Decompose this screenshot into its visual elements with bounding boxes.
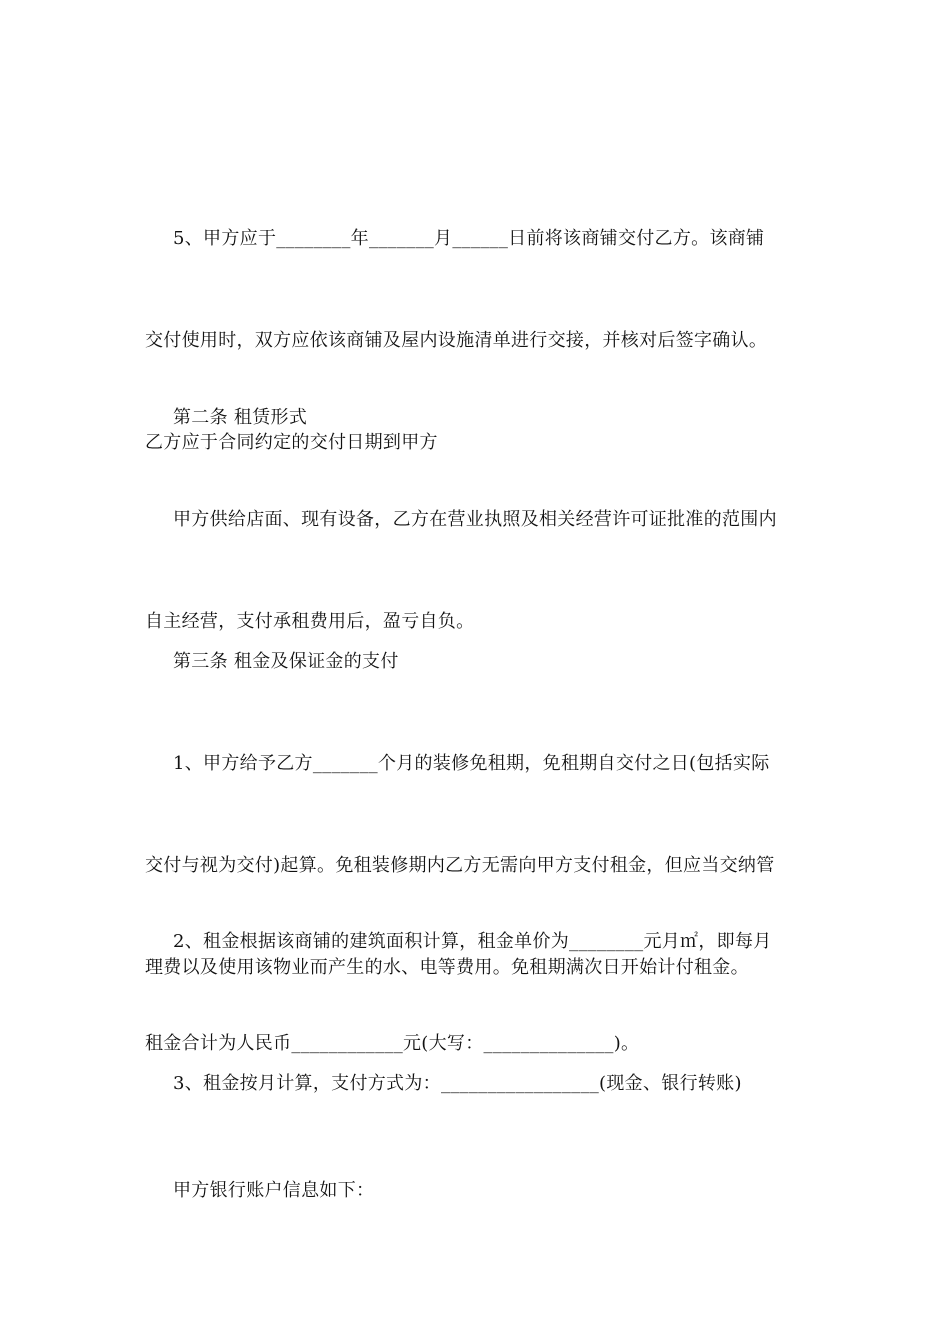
text-line: 租金合计为人民币____________元(大写：______________)。 (145, 1033, 640, 1054)
text-line: 甲方银行账户信息如下： (173, 1180, 375, 1201)
text-line: 3、租金按月计算，支付方式为：_________________(现金、银行转账) (173, 1073, 742, 1094)
text-line: 交付与视为交付)起算。免租装修期内乙方无需向甲方支付租金，但应当交纳管 (145, 855, 775, 876)
text-line: 5、甲方应于________年_______月______日前将该商铺交付乙方。该商铺 (173, 228, 765, 249)
text-line: 自主经营，支付承租费用后，盈亏自负。 (145, 611, 475, 632)
text-line: 1、甲方给予乙方_______个月的装修免租期，免租期自交付之日(包括实际 (173, 753, 770, 774)
text-line: 乙方应于合同约定的交付日期到甲方 (145, 432, 438, 453)
text-line: 理费以及使用该物业而产生的水、电等费用。免租期满次日开始计付租金。 (145, 957, 749, 978)
text-line: 甲方供给店面、现有设备，乙方在营业执照及相关经营许可证批准的范围内 (173, 509, 777, 530)
text-line: 2、租金根据该商铺的建筑面积计算，租金单价为________元月㎡，即每月 (173, 931, 772, 952)
bank-info (145, 1106, 810, 1276)
text-line: 交付使用时，双方应依该商铺及屋内设施清单进行交接，并核对后签字确认。 (145, 330, 768, 351)
section-heading: 第二条 租赁形式 (173, 407, 308, 428)
section-heading: 第三条 租金及保证金的支付 (173, 651, 399, 672)
